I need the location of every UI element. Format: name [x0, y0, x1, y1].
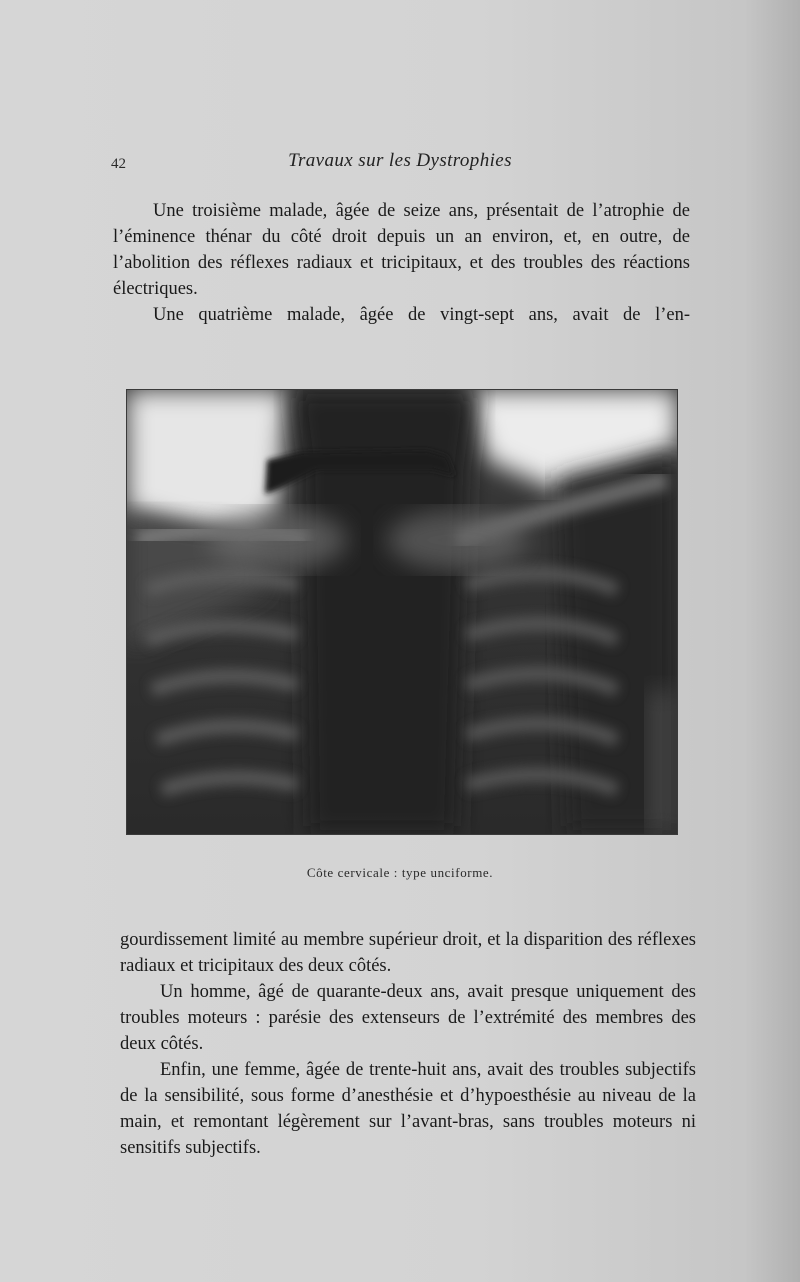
paragraph: Une quatrième malade, âgée de vingt-sept ans, avait de l’en-: [153, 305, 690, 325]
text-block-top: [113, 198, 690, 328]
text-block-bottom: [120, 927, 696, 1161]
xray-figure: [126, 389, 678, 835]
xray-image: [127, 390, 677, 834]
paragraph: gourdissement limité au membre supérieur droit, et la disparition des réflexes radiaux et tricipitaux des deux côtés.: [120, 930, 696, 976]
paragraph: Une troisième malade, âgée de seize ans, présentait de l’atrophie de l’éminence thénar du côté droit depuis un an environ, et, en outre, de l’abolition des réflexes radiaux et tricipitaux, et des troubles des réactions électriques.: [113, 201, 690, 299]
paragraph: Un homme, âgé de quarante-deux ans, avait presque uniquement des troubles moteurs : parésie des extenseurs de l’extrémité des membres des deux côtés.: [120, 982, 696, 1054]
figure-caption: Côte cervicale : type unciforme.: [306, 865, 494, 880]
page-number: 42: [111, 156, 126, 172]
paragraph: Enfin, une femme, âgée de trente-huit ans, avait des troubles subjectifs de la sensibilité, sous forme d’anesthésie et d’hypoesthésie au niveau de la main, et remontant légèrement sur l’avant-bras, sans troubles moteurs ni sensitifs subjectifs.: [120, 1060, 696, 1158]
running-title: Travaux sur les Dystrophies: [288, 150, 512, 171]
